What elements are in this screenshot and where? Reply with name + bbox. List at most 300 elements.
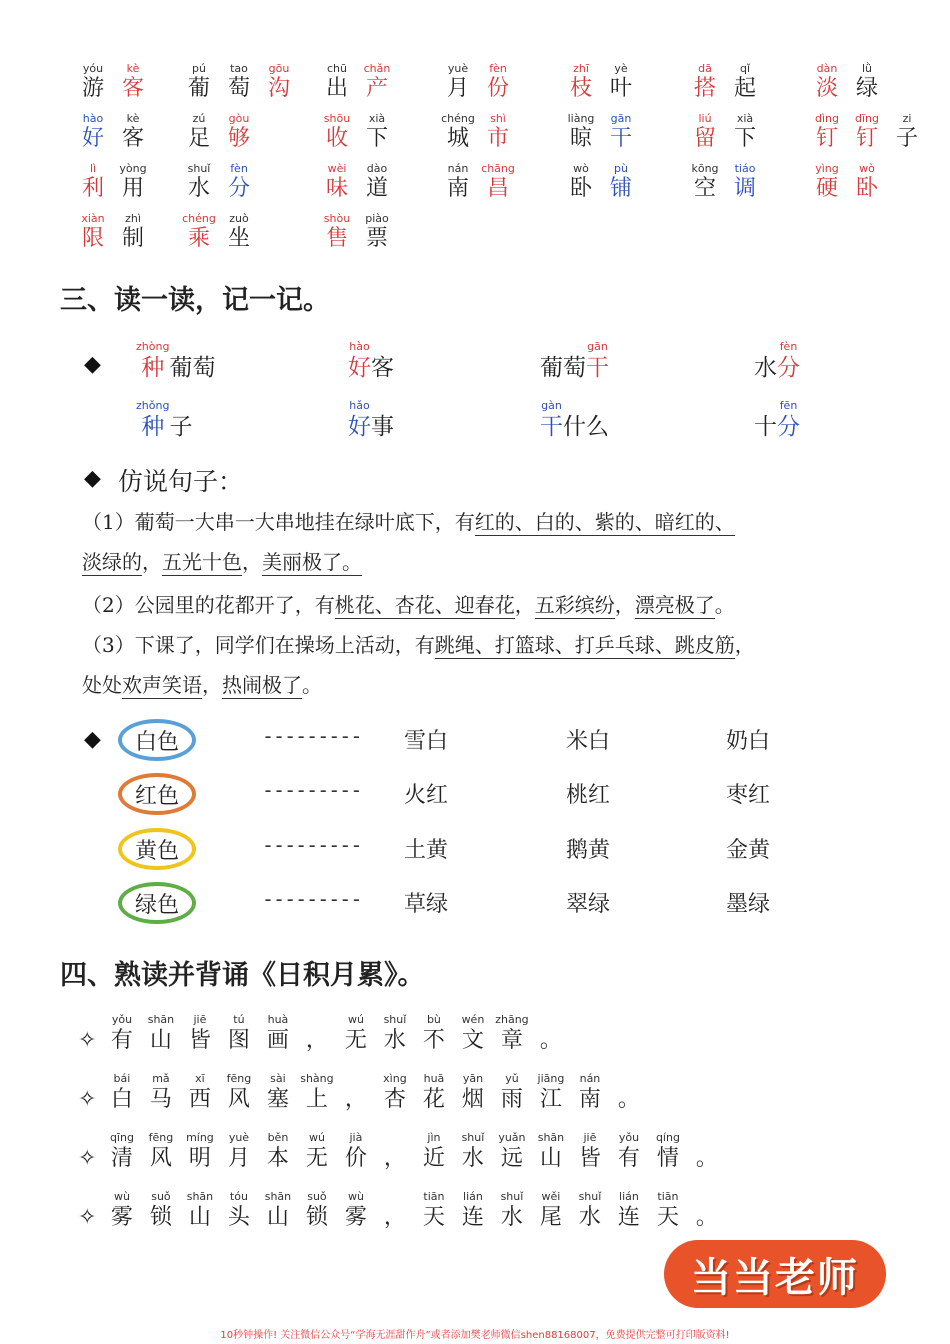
hanzi: 沟 (267, 76, 290, 101)
pinyin-word (322, 212, 392, 252)
hanzi: 出 (325, 76, 348, 101)
char-cell (570, 1190, 609, 1232)
hanzi: 卧 (855, 176, 878, 201)
char-cell (687, 1131, 726, 1173)
hanzi: 。 (695, 1146, 718, 1171)
pinyin: qīng (109, 1131, 134, 1144)
pinyin: zuò (229, 212, 249, 225)
char-cell (102, 1131, 141, 1173)
char-cell (348, 340, 371, 382)
char-cell (375, 1072, 414, 1114)
color-word: 枣红 (726, 783, 771, 808)
pinyin: zhì (125, 212, 141, 225)
pinyin: kè (126, 112, 140, 125)
read-word (540, 340, 609, 382)
star-bullet-icon: ✧ (78, 1087, 97, 1112)
diamond-icon: ◆ (84, 466, 101, 491)
hanzi: 叶 (609, 76, 632, 101)
pinyin: chéng (182, 212, 216, 225)
hanzi: ， (383, 1205, 406, 1230)
hanzi: 。 (539, 1028, 562, 1053)
pinyin: shòu (323, 212, 351, 225)
read-word (754, 340, 800, 382)
hanzi: 文 (461, 1028, 484, 1053)
hanzi: 用 (121, 176, 144, 201)
hanzi: 尾 (539, 1205, 562, 1230)
char-cell (184, 62, 214, 102)
char-cell (375, 1013, 414, 1055)
pinyin: liàng (567, 112, 595, 125)
pinyin: wèi (327, 162, 347, 175)
hanzi: 昌 (486, 176, 509, 201)
char-cell (362, 212, 392, 252)
hanzi: 。 (617, 1087, 640, 1112)
stamp-text: 当当老师 (691, 1254, 859, 1301)
sentence-underline: 跳绳、打篮球、打乒乓球、跳皮筋 (434, 633, 735, 657)
hanzi: 天 (422, 1205, 445, 1230)
char-cell (224, 62, 254, 102)
hanzi: 搭 (693, 76, 716, 101)
hanzi: 绿 (855, 76, 878, 101)
char-cell (136, 399, 169, 441)
dash-connector: --------- (262, 724, 362, 748)
pinyin: chéng (441, 112, 475, 125)
pinyin: yǔ (505, 1072, 519, 1085)
pinyin: fèn (230, 162, 248, 175)
star-bullet-icon: ✧ (78, 1028, 97, 1053)
pinyin: hǎo (349, 399, 370, 412)
pinyin: suǒ (307, 1190, 327, 1203)
poem-line (78, 1131, 726, 1173)
color-word: 土黄 (404, 838, 449, 863)
pinyin: fèn (489, 62, 507, 75)
color-label-oval: 黄色 (118, 828, 196, 870)
char-cell (443, 112, 473, 152)
char-cell (531, 1013, 570, 1055)
hanzi: 月 (446, 76, 469, 101)
pinyin: dào (366, 162, 388, 175)
char-cell (118, 112, 148, 152)
sentence-underline: 桃花、杏花、迎春花 (334, 593, 515, 617)
pinyin: zhāng (495, 1013, 529, 1026)
hanzi: 皆 (578, 1146, 601, 1171)
hanzi: 利 (81, 176, 104, 201)
pinyin: fēng (226, 1072, 252, 1085)
sentence-text: ， (142, 550, 162, 574)
hanzi: 分 (777, 355, 800, 381)
hanzi: 西 (188, 1087, 211, 1112)
pinyin-word (812, 62, 882, 102)
hanzi: 山 (188, 1205, 211, 1230)
char-cell (566, 112, 596, 152)
char-cell (258, 1131, 297, 1173)
pinyin-word (566, 162, 636, 202)
char-cell (348, 399, 371, 441)
char-cell (297, 1131, 336, 1173)
char-cell (492, 1013, 531, 1055)
pinyin: kè (126, 62, 140, 75)
hanzi: 本 (266, 1146, 289, 1171)
pinyin: yǒu (111, 1013, 133, 1026)
char-cell (141, 1190, 180, 1232)
pinyin: míng (186, 1131, 214, 1144)
hanzi: 近 (422, 1146, 445, 1171)
hanzi: 么 (586, 414, 609, 440)
pinyin-word (184, 62, 294, 102)
hanzi: 价 (344, 1146, 367, 1171)
char-cell (362, 112, 392, 152)
hanzi: 头 (227, 1205, 250, 1230)
pinyin-word (78, 62, 148, 102)
hanzi: 城 (446, 126, 469, 151)
pinyin-word (690, 62, 760, 102)
read-word (136, 399, 192, 441)
pinyin: shuǐ (578, 1190, 602, 1203)
pinyin: yòng (119, 162, 147, 175)
pinyin: jiāng (537, 1072, 565, 1085)
sentence-1-line1 (82, 508, 735, 536)
color-label-oval: 红色 (118, 773, 196, 815)
char-cell (336, 1190, 375, 1232)
char-cell (219, 1131, 258, 1173)
hanzi: 限 (81, 226, 104, 251)
pinyin: wú (308, 1131, 325, 1144)
pinyin: gàn (541, 399, 562, 412)
pinyin-word (566, 112, 636, 152)
hanzi: 产 (365, 76, 388, 101)
read-word (754, 399, 800, 441)
hanzi: 下 (733, 126, 756, 151)
hanzi: 水 (754, 355, 777, 381)
char-cell (453, 1013, 492, 1055)
hanzi: 章 (500, 1028, 523, 1053)
hanzi: 锁 (149, 1205, 172, 1230)
char-cell (322, 62, 352, 102)
hanzi: 味 (325, 176, 348, 201)
pinyin: bù (426, 1013, 441, 1026)
pinyin: qǐ (739, 62, 751, 75)
pinyin: shì (490, 112, 506, 125)
hanzi: 道 (365, 176, 388, 201)
hanzi: 连 (461, 1205, 484, 1230)
star-bullet-icon: ✧ (78, 1205, 97, 1230)
char-cell (540, 340, 563, 382)
pinyin-word (443, 62, 513, 102)
hanzi: 客 (121, 76, 144, 101)
char-cell (118, 212, 148, 252)
char-cell (754, 340, 777, 382)
char-cell (375, 1131, 414, 1173)
char-cell (258, 1013, 297, 1055)
char-cell (371, 399, 394, 441)
sentence-3-line2 (82, 671, 322, 699)
hanzi: 好 (348, 355, 371, 381)
pinyin: gān (610, 112, 632, 125)
hanzi: 无 (344, 1028, 367, 1053)
char-cell (184, 112, 214, 152)
pinyin: dàn (816, 62, 838, 75)
char-cell (141, 1072, 180, 1114)
char-cell (690, 162, 720, 202)
char-cell (180, 1190, 219, 1232)
char-cell (777, 340, 800, 382)
sentence-text: （3）下课了，同学们在操场上活动，有 (82, 633, 435, 657)
sentence-text: ， (242, 550, 262, 574)
char-cell (777, 399, 800, 441)
char-cell (563, 340, 586, 382)
pinyin: shuǐ (383, 1013, 407, 1026)
pinyin: lì (89, 162, 97, 175)
char-cell (852, 162, 882, 202)
read-word (348, 340, 394, 382)
section3-heading: 三、读一读，记一记。 (60, 285, 330, 316)
char-cell (443, 62, 473, 102)
read-word (540, 399, 609, 441)
char-cell (690, 62, 720, 102)
pinyin: shōu (323, 112, 351, 125)
hanzi: 雨 (500, 1087, 523, 1112)
hanzi: 清 (110, 1146, 133, 1171)
hanzi: 留 (693, 126, 716, 151)
char-cell (570, 1072, 609, 1114)
sentence-underline: 五光十色 (162, 550, 242, 574)
color-word: 奶白 (726, 729, 771, 754)
hanzi: 萄 (563, 355, 586, 381)
hanzi: 不 (422, 1028, 445, 1053)
sentence-underline: 红的、白的、紫的、暗红的、 (474, 510, 735, 534)
pinyin: yuè (447, 62, 469, 75)
pinyin-word (78, 162, 148, 202)
pinyin: yuǎn (498, 1131, 526, 1144)
char-cell (414, 1190, 453, 1232)
char-cell (169, 340, 192, 382)
pinyin: xiàn (81, 212, 105, 225)
char-cell (78, 212, 108, 252)
sentence-text: ， (614, 593, 635, 617)
hanzi: 山 (266, 1205, 289, 1230)
pinyin: zhòng (136, 340, 170, 353)
hanzi: 风 (149, 1146, 172, 1171)
read-word (136, 340, 215, 382)
hanzi: 晾 (569, 126, 592, 151)
pinyin: shàng (300, 1072, 334, 1085)
pinyin: xī (195, 1072, 205, 1085)
pinyin-word (184, 162, 254, 202)
hanzi: 事 (371, 414, 394, 440)
poem-line (78, 1190, 726, 1232)
char-cell (78, 62, 108, 102)
char-cell (180, 1072, 219, 1114)
hanzi: 锁 (305, 1205, 328, 1230)
pinyin: tiān (657, 1190, 679, 1203)
char-cell (219, 1072, 258, 1114)
color-word: 火红 (404, 783, 449, 808)
sentence-text: 处处 (82, 673, 122, 697)
pinyin: wú (347, 1013, 364, 1026)
hanzi: 烟 (461, 1087, 484, 1112)
char-cell (219, 1190, 258, 1232)
hanzi: 水 (578, 1205, 601, 1230)
pinyin: yuè (228, 1131, 250, 1144)
star-bullet-icon: ✧ (78, 1146, 97, 1171)
color-word: 雪白 (404, 729, 449, 754)
sentence-text: ， (734, 633, 755, 657)
hanzi: 够 (227, 126, 250, 151)
hanzi: 南 (446, 176, 469, 201)
char-cell (563, 399, 586, 441)
pinyin-word (566, 62, 636, 102)
sentence-2 (82, 591, 735, 619)
char-cell (483, 162, 513, 202)
pinyin: kōng (691, 162, 719, 175)
hanzi: 坐 (227, 226, 250, 251)
pinyin: chū (327, 62, 347, 75)
pinyin: shān (186, 1190, 214, 1203)
pinyin: yìng (815, 162, 839, 175)
hanzi: 枝 (569, 76, 592, 101)
char-cell (141, 1131, 180, 1173)
hanzi: 远 (500, 1146, 523, 1171)
pinyin: dīng (855, 112, 879, 125)
teacher-stamp (664, 1240, 886, 1308)
hanzi: 马 (149, 1087, 172, 1112)
pinyin: liú (698, 112, 712, 125)
pinyin: wěi (541, 1190, 561, 1203)
char-cell (754, 399, 777, 441)
pinyin-word (812, 162, 882, 202)
sentence-1-line2 (82, 548, 362, 576)
pinyin: gān (587, 340, 608, 353)
char-cell (322, 162, 352, 202)
char-cell (322, 112, 352, 152)
char-cell (414, 1013, 453, 1055)
hanzi: ， (383, 1146, 406, 1171)
pinyin: qíng (655, 1131, 680, 1144)
pinyin: huà (267, 1013, 289, 1026)
imitate-title: 仿说句子： (118, 467, 244, 496)
hanzi: 收 (325, 126, 348, 151)
color-word: 翠绿 (566, 892, 611, 917)
color-word: 鹅黄 (566, 838, 611, 863)
hanzi: 花 (422, 1087, 445, 1112)
hanzi: 皆 (188, 1028, 211, 1053)
pinyin: huā (423, 1072, 445, 1085)
hanzi: 足 (187, 126, 210, 151)
hanzi: 雾 (110, 1205, 133, 1230)
color-word: 金黄 (726, 838, 771, 863)
pinyin-word (322, 112, 392, 152)
pinyin: hào (349, 340, 370, 353)
poem-line (78, 1013, 570, 1055)
dash-connector: --------- (262, 778, 362, 802)
char-cell (566, 62, 596, 102)
sentence-text: 。 (714, 593, 735, 617)
pinyin-word (812, 112, 922, 152)
char-cell (570, 1131, 609, 1173)
hanzi: 天 (656, 1205, 679, 1230)
char-cell (606, 112, 636, 152)
char-cell (492, 1072, 531, 1114)
pinyin: wò (859, 162, 875, 175)
hanzi: 市 (486, 126, 509, 151)
hanzi: 十 (754, 414, 777, 440)
char-cell (492, 1131, 531, 1173)
pinyin-word (322, 62, 392, 102)
pinyin: tú (233, 1013, 245, 1026)
pinyin: piào (365, 212, 389, 225)
char-cell (531, 1190, 570, 1232)
pinyin: zhī (573, 62, 589, 75)
pinyin: tiáo (734, 162, 756, 175)
hanzi: 连 (617, 1205, 640, 1230)
pinyin: wù (113, 1190, 130, 1203)
hanzi: 分 (777, 414, 800, 440)
char-cell (483, 112, 513, 152)
sentence-text: （2）公园里的花都开了，有 (82, 593, 335, 617)
pinyin: jià (349, 1131, 363, 1144)
hanzi: 风 (227, 1087, 250, 1112)
char-cell (852, 62, 882, 102)
hanzi: ， (305, 1028, 328, 1053)
pinyin-word (690, 162, 760, 202)
hanzi: 水 (461, 1146, 484, 1171)
pinyin: bái (113, 1072, 131, 1085)
hanzi: 种 (141, 355, 165, 381)
char-cell (648, 1131, 687, 1173)
char-cell (192, 340, 215, 382)
pinyin: shuǐ (461, 1131, 485, 1144)
hanzi: 葡 (169, 355, 193, 381)
color-word: 米白 (566, 729, 611, 754)
char-cell (184, 162, 214, 202)
char-cell (414, 1131, 453, 1173)
pinyin: wù (347, 1190, 364, 1203)
hanzi: 制 (121, 226, 144, 251)
hanzi: 南 (578, 1087, 601, 1112)
char-cell (606, 62, 636, 102)
char-cell (297, 1072, 336, 1114)
char-cell (224, 212, 254, 252)
pinyin: jìn (427, 1131, 441, 1144)
char-cell (322, 212, 352, 252)
char-cell (414, 1072, 453, 1114)
pinyin: zhǒng (136, 399, 170, 412)
pinyin: gōu (268, 62, 290, 75)
pinyin-word (78, 112, 148, 152)
sentence-underline: 美丽极了。 (262, 550, 362, 574)
diamond-icon: ◆ (84, 727, 101, 752)
char-cell (371, 340, 394, 382)
hanzi: 份 (486, 76, 509, 101)
color-label-oval: 白色 (118, 719, 196, 761)
char-cell (219, 1013, 258, 1055)
char-cell (141, 1013, 180, 1055)
char-cell (180, 1013, 219, 1055)
pinyin-word (443, 162, 513, 202)
dash-connector: --------- (262, 887, 362, 911)
char-cell (297, 1190, 336, 1232)
hanzi: 钉 (855, 126, 878, 151)
hanzi: 下 (365, 126, 388, 151)
char-cell (540, 399, 563, 441)
hanzi: 水 (500, 1205, 523, 1230)
hanzi: 塞 (266, 1087, 289, 1112)
hanzi: 票 (365, 226, 388, 251)
char-cell (102, 1072, 141, 1114)
pinyin: lǜ (861, 62, 873, 75)
hanzi: 种 (141, 414, 165, 440)
pinyin: xià (368, 112, 386, 125)
